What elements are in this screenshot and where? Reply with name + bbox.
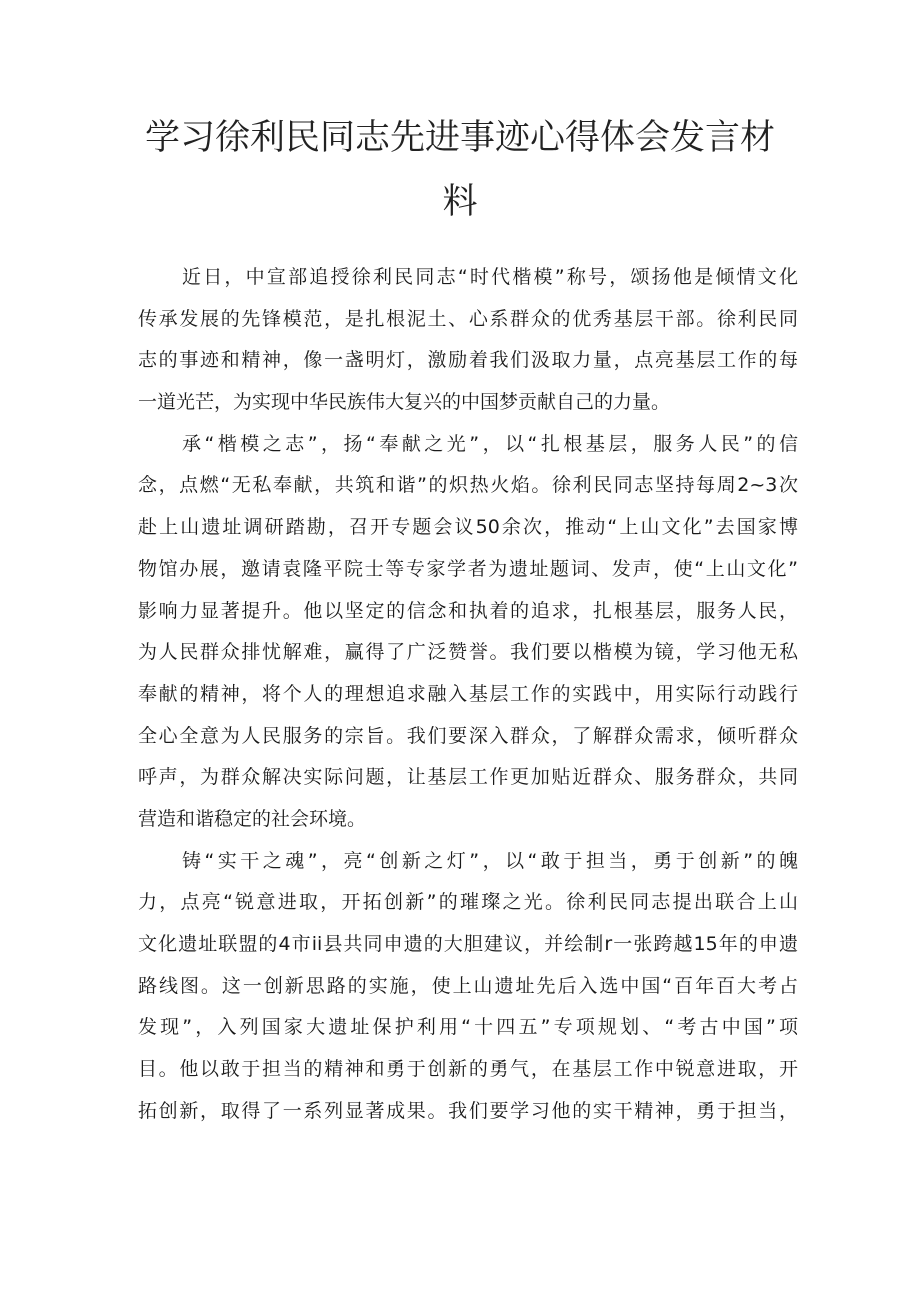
body-line: 志的事迹和精神，像一盏明灯，激励着我们汲取力量，点亮基层工作的每: [138, 349, 798, 372]
body-line: 一道光芒，为实现中华民族伟大复兴的中国梦贡献自己的力量。: [138, 391, 671, 414]
document-title-line-2: 料: [442, 182, 478, 222]
document-title-line-1: 学习徐利民同志先进事迹心得体会发言材: [144, 118, 775, 158]
body-line: 路线图。这一创新思路的实施，使上山遗址先后入选中国“百年百大考占: [138, 974, 798, 997]
body-line: 营造和谐稳定的社会环境。: [138, 807, 367, 830]
body-line: 奉献的精神，将个人的理想追求融入基层工作的实践中，用实际行动践行: [138, 682, 798, 705]
document-body: [138, 257, 798, 1132]
body-line: 物馆办展，邀请袁隆平院士等专家学者为遗址题词、发声，使“上山文化”: [138, 557, 798, 580]
body-line: 为人民群众排忧解难，赢得了广泛赞誉。我们要以楷模为镜，学习他无私: [138, 641, 798, 664]
body-line: 承“楷模之志”，扬“奉献之光”，以“扎根基层，服务人民”的信: [182, 432, 798, 455]
body-line: 念，点燃“无私奉献，共筑和谐”的炽热火焰。徐利民同志坚持每周2~3次: [138, 474, 798, 497]
body-line: 拓创新，取得了一系列显著成果。我们要学习他的实干精神，勇于担当，: [138, 1099, 798, 1122]
body-line: 赴上山遗址调研踏勘，召开专题会议50余次，推动“上山文化”去国家博: [138, 516, 798, 539]
body-line: 力，点亮“锐意进取，开拓创新”的璀璨之光。徐利民同志提出联合上山: [138, 891, 798, 914]
body-line: 影响力显著提升。他以坚定的信念和执着的追求，扎根基层，服务人民，: [138, 599, 798, 622]
body-line: 铸“实干之魂”，亮“创新之灯”，以“敢于担当，勇于创新”的魄: [182, 849, 798, 872]
body-line: 发现”，入列国家大遗址保护利用“十四五”专项规划、“考古中国”项: [138, 1016, 798, 1039]
body-line: 传承发展的先锋模范，是扎根泥土、心系群众的优秀基层干部。徐利民同: [138, 307, 798, 330]
body-line: 近日，中宣部追授徐利民同志“时代楷模”称号，颂扬他是倾情文化: [182, 266, 798, 288]
body-line: 目。他以敢于担当的精神和勇于创新的勇气，在基层工作中锐意进取，开: [138, 1058, 798, 1081]
body-line: 全心全意为人民服务的宗旨。我们要深入群众，了解群众需求，倾听群众: [138, 724, 798, 747]
body-line: 呼声，为群众解决实际问题，让基层工作更加贴近群众、服务群众，共同: [138, 766, 798, 789]
body-line: 文化遗址联盟的4市ii县共同申遗的大胆建议，并绘制r一张跨越15年的申遗: [138, 933, 798, 955]
